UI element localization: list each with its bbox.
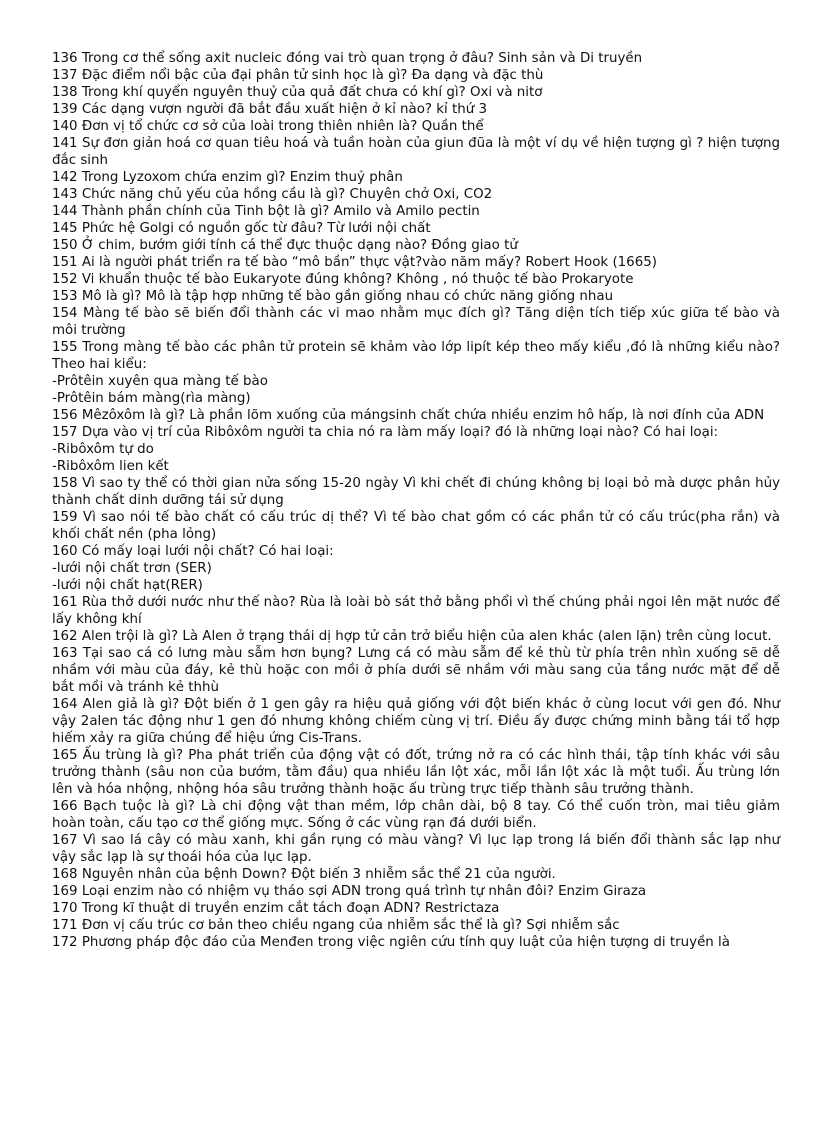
text-line: -Prôtêin xuyên qua màng tế bào [52,374,268,389]
text-line: -lưới nội chất hạt(RER) [52,578,203,593]
text-line: 150 Ở chim, bướm giới tính cá thể đực thuộc dạng nào? Đồng giao tử [52,238,518,253]
text-line: 152 Vi khuẩn thuộc tế bào Eukaryote đúng không? Không , nó thuộc tế bào Prokaryote [52,272,634,287]
text-line: 157 Dựa vào vị trí của Ribôxôm người ta chia nó ra làm mấy loại? đó là những loại nào? Có hai loại: [52,425,719,440]
text-line: 164 Alen giả là gì? Đột biến ở 1 gen gây ra hiệu quả giống với đột biến khác ở cùng locut với gen đó. Như vậy 2alen tác động như 1 gen đó nhưng không chiếm cùng vị trí. Điều ấy được chứng minh bằng tái tổ hợp hiếm xảy ra giữa chúng để hiệu ứng Cis-Trans. [52,697,780,746]
text-line: 162 Alen trội là gì? Là Alen ở trạng thái dị hợp tử cản trở biểu hiện của alen khác (alen lặn) trên cùng locut. [52,629,772,644]
text-line: -lưới nội chất trơn (SER) [52,561,212,576]
text-line: 141 Sự đơn giản hoá cơ quan tiêu hoá và tuần hoàn của giun đũa là một ví dụ về hiện tượng gì ? hiện tượng đắc sinh [52,136,780,168]
text-line: 138 Trong khí quyển nguyên thuỷ của quả đất chưa có khí gì? Oxi và nitơ [52,85,543,100]
text-line: 160 Có mấy loại lưới nội chất? Có hai loại: [52,544,334,559]
text-line: 159 Vì sao nói tế bào chất có cấu trúc dị thể? Vì tế bào chat gồm có các phần tử có cấu trúc(pha rắn) và khối chất nền (pha lỏng) [52,510,780,542]
text-line: 171 Đơn vị cấu trúc cơ bản theo chiều ngang của nhiễm sắc thể là gì? Sợi nhiễm sắc [52,918,620,933]
text-line: 143 Chức năng chủ yếu của hồng cầu là gì? Chuyên chở Oxi, CO2 [52,187,493,202]
text-line: 153 Mô là gì? Mô là tập hợp những tế bào gần giống nhau có chức năng giống nhau [52,289,614,304]
text-line: 137 Đặc điểm nổi bậc của đại phân tử sinh học là gì? Đa dạng và đặc thù [52,68,544,83]
text-line: -Ribôxôm tự do [52,442,154,457]
text-line: 154 Màng tế bào sẽ biến đổi thành các vi mao nhằm mục đích gì? Tăng diện tích tiếp xúc giữa tế bào và môi trường [52,306,780,338]
text-line: 158 Vì sao ty thể có thời gian nửa sống 15-20 ngày Vì khi chết đi chúng không bị loại bỏ mà dược phân hủy thành chất dinh dưỡng tái sử dụng [52,476,780,508]
text-line: 151 Ai là người phát triển ra tế bào “mô bần” thực vật?vào năm mấy? Robert Hook (1665) [52,255,657,270]
text-line: 163 Tại sao cá có lưng màu sẫm hơn bụng? Lưng cá có màu sẫm để kẻ thù từ phía trên nhìn xuống sẽ dễ nhầm với màu của đáy, kẻ thù hoặc con mồi ở phía dưới sẽ nhầm với màu sang của tầng nước mặt để dễ bắt mồi và tránh kẻ thhù [52,646,780,695]
text-line: 155 Trong màng tế bào các phân tử protein sẽ khảm vào lớp lipít kép theo mấy kiểu ,đó là những kiểu nào? Theo hai kiểu: [52,340,780,372]
text-line: 145 Phức hệ Golgi có nguồn gốc từ đâu? Từ lưới nội chất [52,221,431,236]
text-line: 172 Phương pháp độc đáo của Menđen trong việc ngiên cứu tính quy luật của hiện tượng di truyền là [52,935,730,950]
text-line: 142 Trong Lyzoxom chứa enzim gì? Enzim thuỷ phân [52,170,403,185]
text-line: 166 Bạch tuộc là gì? Là chi động vật than mềm, lớp chân dài, bộ 8 tay. Có thể cuốn tròn, mai tiêu giảm hoàn toàn, cấu tạo cơ thể giống mực. Sống ở các vùng rạn đá dưới biển. [52,799,780,831]
text-line: -Prôtêin bám màng(rìa màng) [52,391,251,406]
text-line: 139 Các dạng vượn người đã bắt đầu xuất hiện ở kỉ nào? kỉ thứ 3 [52,102,488,117]
text-line: 169 Loại enzim nào có nhiệm vụ tháo sợi ADN trong quá trình tự nhân đôi? Enzim Giraza [52,884,647,899]
text-line: 168 Nguyên nhân của bệnh Down? Đột biến 3 nhiễm sắc thể 21 của người. [52,867,556,882]
document-page [52,50,780,951]
text-line: 161 Rùa thở dưới nước như thế nào? Rùa là loài bò sát thở bằng phổi vì thế chúng phải ngoi lên mặt nước để lấy không khí [52,595,780,627]
text-line: 165 Ấu trùng là gì? Pha phát triển của động vật có đốt, trứng nở ra có các hình thái, tập tính khác với sâu trưởng thành (sâu non của bướm, tằm đầu) qua nhiều lần lột xác, mỗi lần lột xác là một tuổi. Ấu trùng lớn lên và hóa nhộng, nhộng hóa sâu trưởng thành hoặc ấu trùng trực tiếp thành sâu trưởng thành. [52,748,780,797]
text-line: 167 Vì sao lá cây có màu xanh, khi gần rụng có màu vàng? Vì lục lạp trong lá biến đổi thành sắc lạp như vậy sắc lạp là sự thoái hóa của lục lạp. [52,833,780,865]
text-line: 140 Đơn vị tổ chức cơ sở của loài trong thiên nhiên là? Quần thể [52,119,484,134]
text-line: 170 Trong kĩ thuật di truyền enzim cắt tách đoạn ADN? Restrictaza [52,901,500,916]
text-line: -Ribôxôm lien kết [52,459,169,474]
text-line: 156 Mêzôxôm là gì? Là phần lõm xuống của mángsinh chất chứa nhiều enzim hô hấp, là nơi đính của ADN [52,408,765,423]
text-line: 136 Trong cơ thể sống axit nucleic đóng vai trò quan trọng ở đâu? Sinh sản và Di truyền [52,51,643,66]
text-line: 144 Thành phần chính của Tinh bột là gì? Amilo và Amilo pectin [52,204,480,219]
